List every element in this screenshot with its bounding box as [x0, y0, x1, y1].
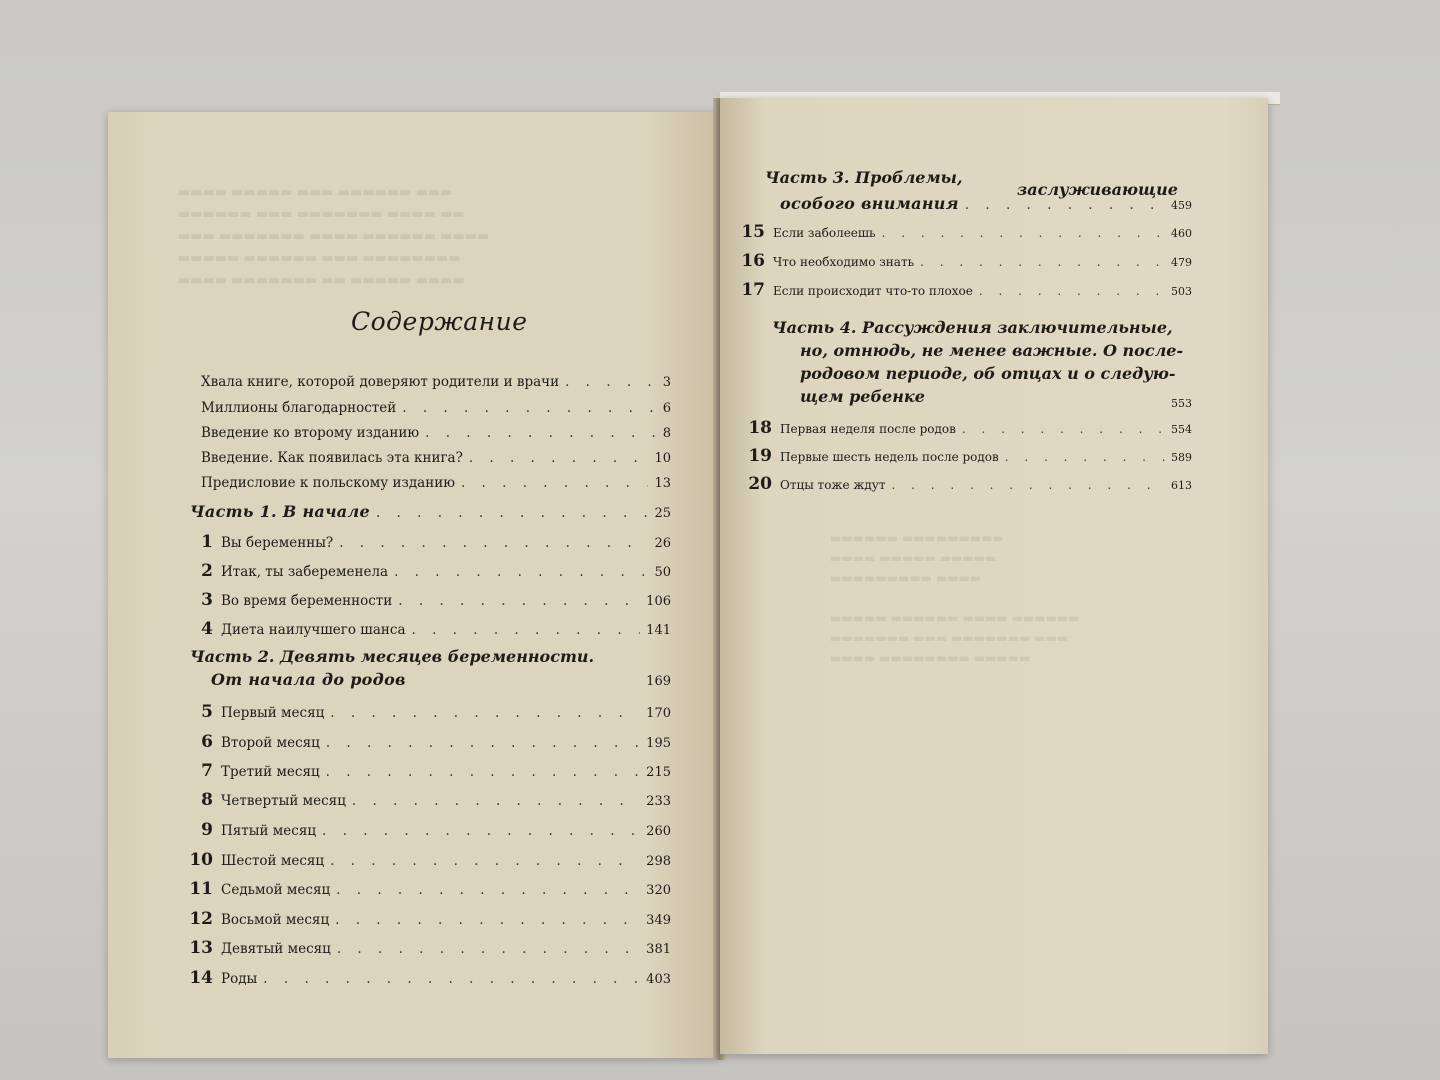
leader-dots — [337, 941, 640, 957]
chapter-entry[interactable] — [183, 820, 671, 840]
chapter-label: Если происходит что-то плохое — [773, 284, 973, 298]
leader-dots — [402, 400, 656, 416]
part-title-cont: щем ребенке — [800, 387, 925, 406]
toc-entry-label: Предисловие к польскому изданию — [201, 475, 455, 491]
toc-entry[interactable] — [201, 374, 671, 390]
chapter-entry[interactable] — [183, 590, 671, 610]
toc-page-number: 13 — [654, 476, 671, 491]
chapter-entry[interactable] — [742, 418, 1192, 438]
chapter-number: 5 — [201, 702, 213, 722]
chapter-number: 17 — [741, 280, 765, 300]
toc-page-number: 260 — [646, 824, 671, 839]
chapter-label: Отцы тоже ждут — [780, 478, 886, 492]
leader-dots — [330, 853, 640, 869]
left-page — [108, 112, 720, 1058]
toc-page-number: 141 — [646, 623, 671, 638]
bleed-through-text: ▬▬▬▬▬▬ ▬▬▬▬▬▬▬▬▬ ▬▬▬▬ ▬▬▬▬▬ ▬▬▬▬▬ ▬▬▬▬▬▬▬▬▬ ▬▬▬▬ ▬▬▬▬▬ ▬▬▬▬▬▬ ▬▬▬▬ ▬▬▬▬▬▬ ▬▬▬▬▬▬▬ ▬▬▬ ▬▬▬▬▬▬▬ ▬▬▬ ▬▬▬▬ ▬▬▬▬▬▬▬▬ ▬▬▬▬▬ — [830, 531, 1080, 665]
leader-dots — [469, 450, 649, 466]
chapter-entry[interactable] — [183, 968, 671, 988]
toc-page-number: 479 — [1171, 256, 1192, 269]
chapter-number: 14 — [189, 968, 213, 988]
toc-page-number: 503 — [1171, 285, 1192, 298]
leader-dots — [335, 912, 640, 928]
part-page — [1140, 397, 1192, 410]
chapter-label: Если заболеешь — [773, 226, 876, 240]
chapter-label: Во время беременности — [221, 593, 393, 609]
leader-dots — [394, 564, 648, 580]
part-title-cont: но, отнюдь, не менее важные. О после- — [800, 341, 1184, 360]
leader-dots — [965, 197, 1165, 213]
chapter-number: 1 — [201, 532, 213, 552]
chapter-number: 16 — [741, 251, 765, 271]
toc-page-number: 25 — [654, 506, 671, 521]
bleed-through-text: ▬▬▬▬ ▬▬▬▬▬ ▬▬▬ ▬▬▬▬▬▬ ▬▬▬ ▬▬▬▬▬▬ ▬▬▬ ▬▬▬▬▬▬▬ ▬▬▬▬ ▬▬ ▬▬▬ ▬▬▬▬▬▬▬ ▬▬▬▬ ▬▬▬▬▬▬ ▬▬▬▬ ▬▬▬▬▬ ▬▬▬▬▬▬ ▬▬▬ ▬▬▬▬▬▬▬▬ ▬▬▬▬ ▬▬▬▬▬▬▬ ▬▬ ▬▬▬▬▬ ▬▬▬▬ — [178, 185, 490, 288]
chapter-entry[interactable] — [735, 280, 1192, 300]
chapter-label: Первые шесть недель после родов — [780, 450, 999, 464]
chapter-entry[interactable] — [742, 446, 1192, 466]
chapter-number: 9 — [201, 820, 213, 840]
leader-dots — [330, 705, 640, 721]
toc-page-number: 8 — [662, 426, 671, 441]
chapter-label: Второй месяц — [221, 735, 320, 751]
toc-page-number: 170 — [646, 706, 671, 721]
toc-entry-label: Введение ко второму изданию — [201, 425, 420, 441]
chapter-label: Диета наилучшего шанса — [221, 622, 406, 638]
toc-page-number: 589 — [1171, 451, 1192, 464]
right-page — [720, 98, 1268, 1054]
toc-page-number: 3 — [662, 375, 671, 390]
chapter-number: 19 — [748, 446, 772, 466]
chapter-number: 18 — [748, 418, 772, 438]
open-book — [100, 98, 1285, 1060]
chapter-number: 4 — [201, 619, 213, 639]
toc-page-number: 554 — [1171, 423, 1192, 436]
leader-dots — [336, 882, 640, 898]
chapter-entry[interactable] — [183, 909, 671, 929]
chapter-label: Первый месяц — [221, 705, 325, 721]
chapter-entry[interactable] — [735, 251, 1192, 271]
toc-entry-label: Хвала книге, которой доверяют родители и врачи — [201, 374, 560, 390]
leader-dots — [326, 735, 640, 751]
chapter-label: Восьмой месяц — [221, 912, 330, 928]
toc-entry-label: Миллионы благодарностей — [201, 400, 397, 416]
leader-dots — [1005, 450, 1165, 464]
part-title[interactable]: Часть 2. Девять месяцев беременности. — [190, 647, 595, 666]
leader-dots — [565, 374, 657, 390]
toc-page-number: 106 — [646, 594, 671, 609]
part-title: Часть 1. В начале — [190, 502, 370, 521]
part-title-cont: заслуживающие — [1017, 180, 1178, 199]
leader-dots — [322, 823, 640, 839]
toc-page-number: 50 — [654, 565, 671, 580]
leader-dots — [425, 425, 657, 441]
chapter-number: 2 — [201, 561, 213, 581]
leader-dots — [263, 971, 640, 987]
chapter-number: 10 — [189, 850, 213, 870]
chapter-entry[interactable] — [183, 532, 671, 552]
chapter-number: 11 — [189, 879, 213, 899]
toc-page-number: 298 — [646, 854, 671, 869]
chapter-label: Итак, ты забеременела — [221, 564, 389, 580]
chapter-entry[interactable] — [183, 619, 671, 639]
toc-page-number: 233 — [646, 794, 671, 809]
toc-page-number: 460 — [1171, 227, 1192, 240]
toc-entry[interactable] — [201, 425, 671, 441]
chapter-number: 20 — [748, 474, 772, 494]
part-title-cont: От начала до родов — [211, 670, 406, 689]
toc-page-number: 553 — [1171, 397, 1192, 410]
chapter-label: Третий месяц — [221, 764, 320, 780]
toc-page-number: 381 — [646, 942, 671, 957]
toc-page-number: 613 — [1171, 479, 1192, 492]
leader-dots — [398, 593, 640, 609]
chapter-number: 6 — [201, 732, 213, 752]
leader-dots — [962, 422, 1165, 436]
chapter-label: Четвертый месяц — [221, 793, 346, 809]
chapter-entry[interactable] — [183, 790, 671, 810]
part-heading[interactable] — [780, 194, 1192, 213]
chapter-number: 7 — [201, 761, 213, 781]
leader-dots — [352, 793, 640, 809]
toc-page-number: 349 — [646, 913, 671, 928]
chapter-entry[interactable] — [183, 938, 671, 958]
part-title[interactable]: Часть 3. Проблемы, — [765, 168, 963, 187]
chapter-label: Роды — [221, 971, 258, 987]
part-title[interactable]: Часть 4. Рассуждения заключительные, — [772, 318, 1173, 337]
chapter-label: Что необходимо знать — [773, 255, 915, 269]
chapter-entry[interactable] — [735, 222, 1192, 242]
chapter-entry[interactable] — [183, 761, 671, 781]
page-title: Содержание — [351, 307, 528, 336]
chapter-entry[interactable] — [183, 561, 671, 581]
part-title-cont: особого внимания — [780, 194, 959, 213]
toc-entry[interactable] — [201, 450, 671, 466]
chapter-number: 15 — [741, 222, 765, 242]
toc-page-number: 6 — [662, 401, 671, 416]
toc-page-number: 215 — [646, 765, 671, 780]
toc-entry[interactable] — [201, 400, 671, 416]
leader-dots — [339, 535, 648, 551]
chapter-entry[interactable] — [183, 850, 671, 870]
leader-dots — [882, 226, 1165, 240]
part-title-cont: родовом периоде, об отцах и о следую- — [800, 364, 1176, 383]
leader-dots — [461, 475, 648, 491]
chapter-label: Шестой месяц — [221, 853, 325, 869]
chapter-entry[interactable] — [183, 732, 671, 752]
chapter-label: Седьмой месяц — [221, 882, 331, 898]
leader-dots — [892, 478, 1165, 492]
chapter-label: Вы беременны? — [221, 535, 334, 551]
toc-page-number: 459 — [1171, 199, 1192, 212]
toc-page-number: 195 — [646, 736, 671, 751]
chapter-label: Пятый месяц — [221, 823, 317, 839]
part-heading[interactable] — [190, 502, 671, 521]
leader-dots — [979, 284, 1165, 298]
chapter-entry[interactable] — [183, 702, 671, 722]
chapter-label: Девятый месяц — [221, 941, 331, 957]
chapter-number: 3 — [201, 590, 213, 610]
toc-page-number: 10 — [654, 451, 671, 466]
chapter-entry[interactable] — [742, 474, 1192, 494]
toc-page-number: 26 — [654, 536, 671, 551]
leader-dots — [376, 505, 648, 521]
chapter-entry[interactable] — [183, 879, 671, 899]
leader-dots — [412, 622, 641, 638]
toc-entry-label: Введение. Как появилась эта книга? — [201, 450, 463, 466]
toc-entry[interactable] — [201, 475, 671, 491]
leader-dots — [920, 255, 1165, 269]
toc-page-number: 169 — [646, 674, 671, 689]
toc-page-number: 320 — [646, 883, 671, 898]
toc-page-number: 403 — [646, 972, 671, 987]
chapter-number: 8 — [201, 790, 213, 810]
chapter-number: 12 — [189, 909, 213, 929]
chapter-label: Первая неделя после родов — [780, 422, 956, 436]
leader-dots — [326, 764, 641, 780]
chapter-number: 13 — [189, 938, 213, 958]
part-heading[interactable] — [211, 670, 671, 689]
